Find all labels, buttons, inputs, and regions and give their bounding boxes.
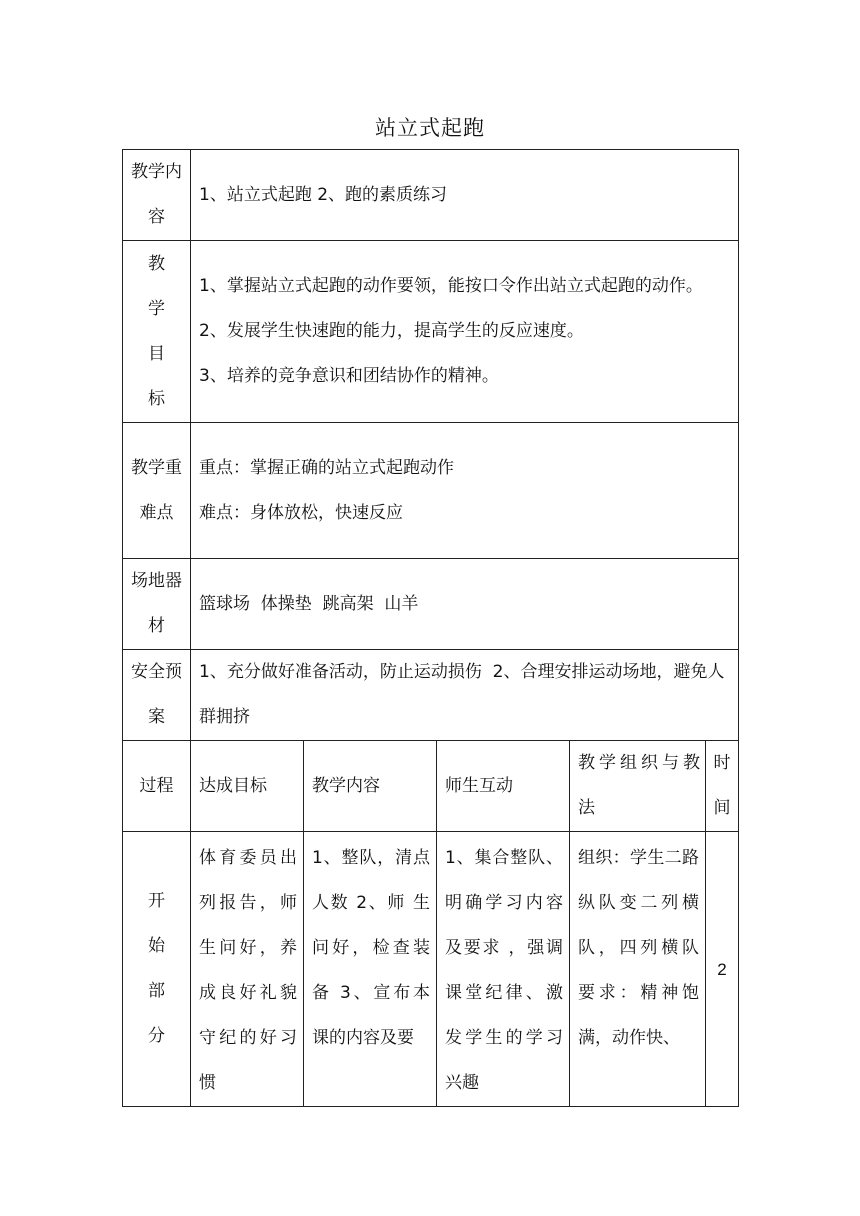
row-equipment xyxy=(123,559,739,650)
header-interaction: 师生互动 xyxy=(437,741,570,832)
equipment-text: 篮球场 体操垫 跳高架 山羊 xyxy=(191,559,739,650)
key-point-item: 难点：身体放松，快速反应 xyxy=(199,502,403,523)
safety-text: 1、充分做好准备活动，防止运动损伤 2、合理安排运动场地，避免人群拥挤 xyxy=(191,650,739,741)
label-key-points: 教学重难点 xyxy=(123,423,191,559)
stage-label: 开 始 部 分 xyxy=(123,832,191,1107)
stage-organization: 组织：学生二路纵队变二列横队，四列横队 要求：精神饱满，动作快、 xyxy=(570,832,706,1107)
header-organization: 教学组织与教法 xyxy=(570,741,706,832)
header-goal: 达成目标 xyxy=(191,741,304,832)
process-row-start xyxy=(123,832,739,1107)
goal-item: 2、发展学生快速跑的能力，提高学生的反应速度。 xyxy=(199,321,584,341)
process-header-row xyxy=(123,741,739,832)
label-teaching-goals: 教 学 目 标 xyxy=(123,241,191,423)
row-key-points xyxy=(123,423,739,559)
goal-item: 3、培养的竞争意识和团结协作的精神。 xyxy=(199,366,499,386)
document-title: 站立式起跑 xyxy=(375,116,485,140)
lesson-plan-table xyxy=(122,149,739,1107)
label-safety: 安全预案 xyxy=(123,650,191,741)
stage-time: 2 xyxy=(706,832,739,1107)
teaching-goals-list xyxy=(191,241,739,423)
stage-goal: 体育委员出列报告，师生问好，养成良好礼貌守纪的好习惯 xyxy=(191,832,304,1107)
label-teaching-content: 教学内容 xyxy=(123,150,191,241)
stage-interaction: 1、集合整队、明确学习内容及要求 ，强调课堂纪律、激发学生的学习兴趣 xyxy=(437,832,570,1107)
header-time: 时间 xyxy=(706,741,739,832)
header-process: 过程 xyxy=(123,741,191,832)
stage-content: 1、整队，清点人数 2、师 生 问好，检查装备 3、宣布本课的内容及要 xyxy=(304,832,437,1107)
header-content: 教学内容 xyxy=(304,741,437,832)
key-points-list xyxy=(191,423,739,559)
label-equipment: 场地器材 xyxy=(123,559,191,650)
row-safety xyxy=(123,650,739,741)
row-teaching-goals xyxy=(123,241,739,423)
key-point-item: 重点：掌握正确的站立式起跑动作 xyxy=(199,457,454,478)
teaching-content-text: 1、站立式起跑 2、跑的素质练习 xyxy=(191,150,739,241)
goal-item: 1、掌握站立式起跑的动作要领，能按口令作出站立式起跑的动作。 xyxy=(199,276,703,296)
row-teaching-content xyxy=(123,150,739,241)
